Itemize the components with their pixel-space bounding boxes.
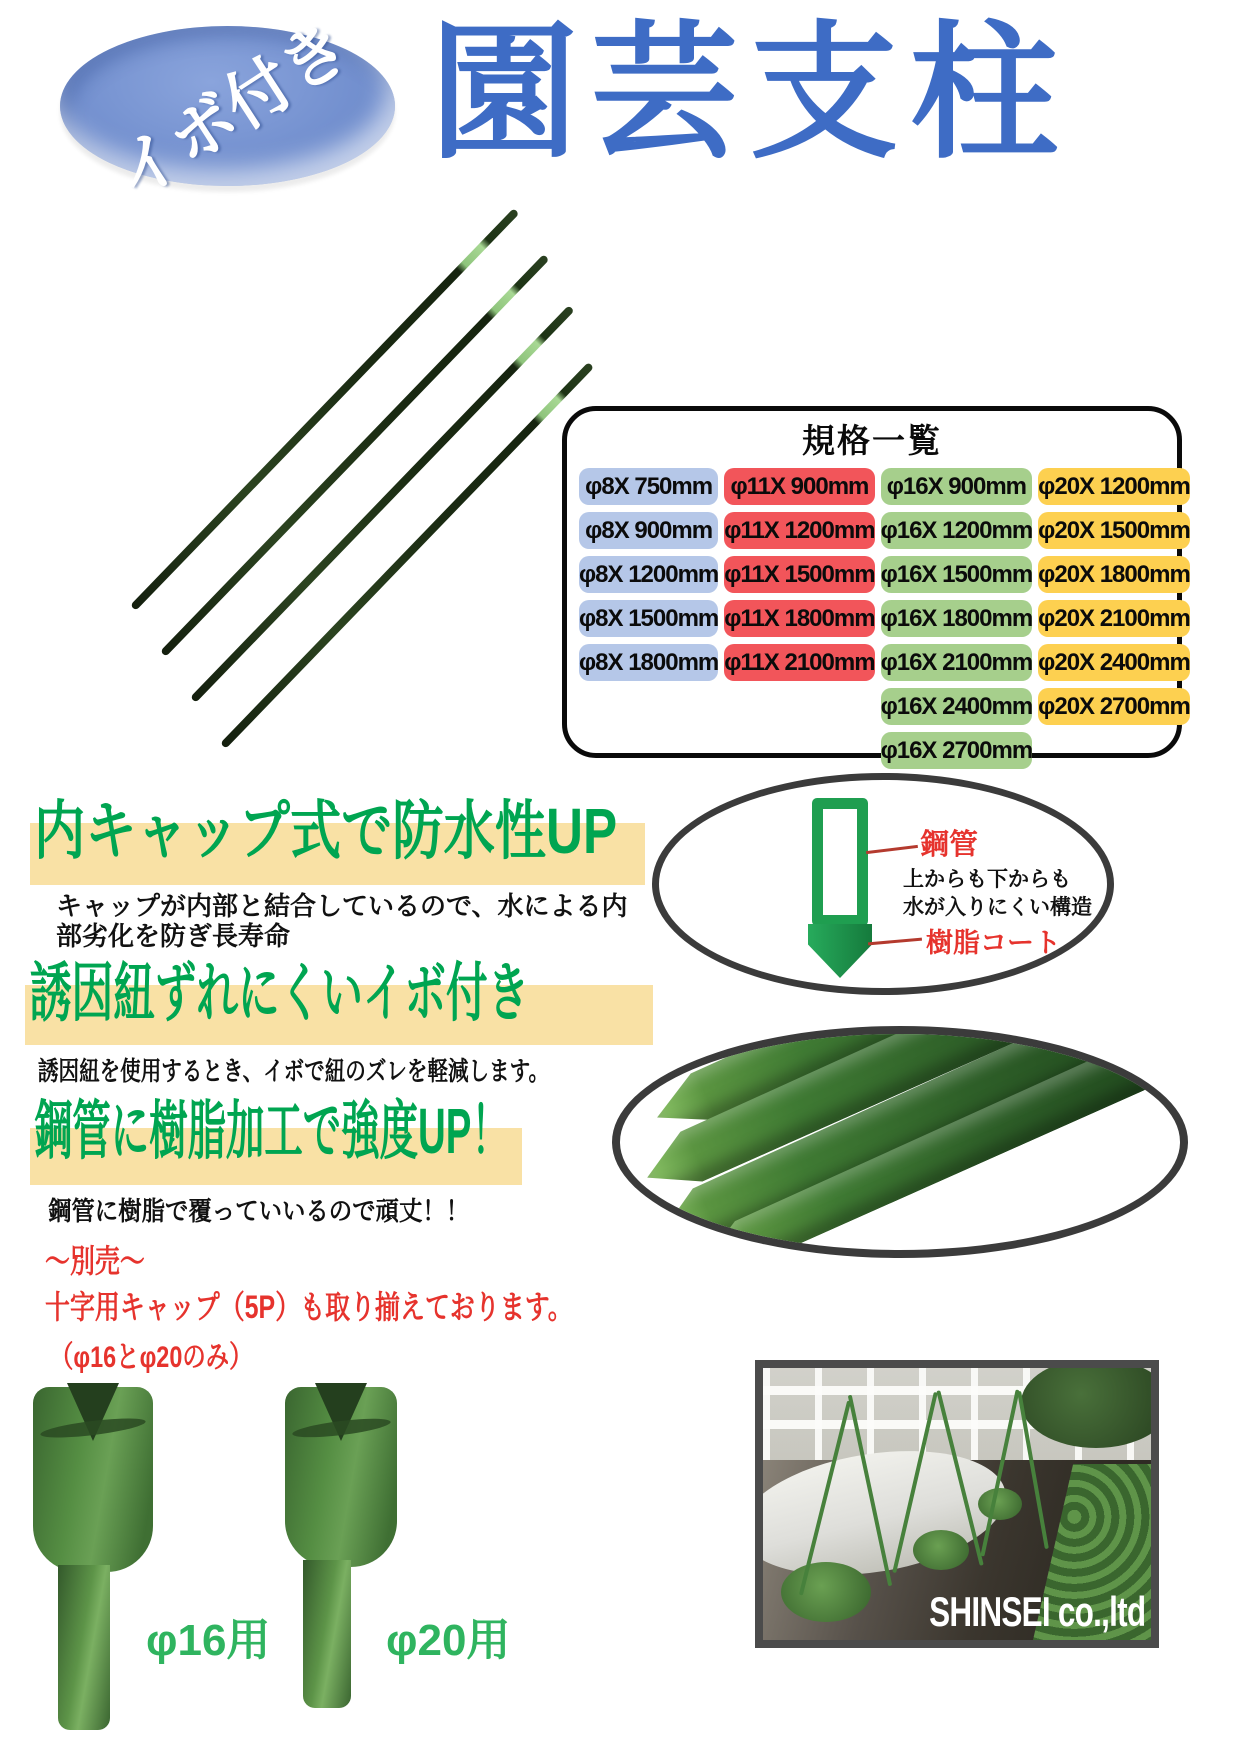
separate-sale-title: ～別売～: [45, 1243, 145, 1279]
feature-body-line: 部劣化を防ぎ長寿命: [56, 921, 291, 951]
steel-pipe-label: 鋼管: [920, 829, 979, 861]
spec-pill: φ16X 900mm: [881, 468, 1033, 505]
spec-column-phi20: [1038, 468, 1190, 776]
photo-plant-tuft: [781, 1562, 871, 1622]
feature-body-line: キャップが内部と結合しているので、水による内: [56, 891, 628, 921]
spec-pill: φ16X 1800mm: [881, 600, 1033, 637]
brand-logo-text: SHINSEI co.,ltd: [928, 1588, 1145, 1635]
separate-sale-line1: 十字用キャップ（5P）も取り揃えております。: [45, 1289, 573, 1325]
note-line: 上からも下からも: [903, 868, 1071, 891]
spec-table-title: 規格一覧: [802, 422, 942, 459]
spec-pill: φ8X 1800mm: [579, 644, 718, 681]
spec-pill: φ16X 2700mm: [881, 732, 1033, 769]
cross-cap-stem-20: [303, 1560, 351, 1708]
spec-pill: φ16X 2100mm: [881, 644, 1033, 681]
spec-pill: φ16X 1200mm: [881, 512, 1033, 549]
garden-photo: [755, 1360, 1159, 1648]
spec-pill: φ20X 2400mm: [1038, 644, 1190, 681]
spec-grid: [567, 462, 1190, 776]
badge-label: イボ付き: [99, 7, 362, 214]
spec-pill: φ11X 1800mm: [724, 600, 874, 637]
spec-pill: φ20X 2100mm: [1038, 600, 1190, 637]
feature-body-waterproof: [56, 891, 627, 951]
feature-heading-strength: 鋼管に樹脂加工で強度UP！: [34, 1095, 510, 1167]
spec-pill: φ11X 1500mm: [724, 556, 874, 593]
feature-body-ibo: 誘因紐を使用するとき、イボで紐のズレを軽減します。: [38, 1056, 550, 1086]
spec-pill: φ11X 2100mm: [724, 644, 874, 681]
spec-pill: φ11X 1200mm: [724, 512, 874, 549]
cross-cap-photo-20: [285, 1387, 397, 1567]
photo-plant-tuft: [913, 1530, 969, 1570]
resin-coat-label: 樹脂コート: [926, 928, 1061, 958]
spec-pill: φ20X 1200mm: [1038, 468, 1190, 505]
ibotsuki-badge: [60, 7, 395, 214]
feature-body-strength: 鋼管に樹脂で覆っていいるので頑丈！！: [48, 1196, 470, 1226]
spec-pill: φ16X 2400mm: [881, 688, 1033, 725]
spec-table: [562, 406, 1190, 764]
note-line: 水が入りにくい構造: [903, 896, 1092, 919]
spec-pill: φ8X 1500mm: [579, 600, 718, 637]
spec-pill: φ11X 900mm: [724, 468, 874, 505]
spec-column-phi16: [881, 468, 1033, 776]
spec-column-phi8: [579, 468, 718, 776]
spec-pill: φ20X 1500mm: [1038, 512, 1190, 549]
cap-label-20: φ20用: [386, 1616, 511, 1665]
cross-cap-photo-16: [33, 1387, 153, 1572]
spec-column-phi11: [724, 468, 874, 776]
stake-rod: [130, 208, 519, 611]
separate-sale-line2: （φ16とφ20のみ）: [50, 1341, 253, 1374]
stake-rod: [220, 362, 594, 749]
photo-plant-tuft: [978, 1488, 1022, 1520]
cross-cap-stem-16: [58, 1565, 110, 1730]
spec-pill: φ8X 900mm: [579, 512, 718, 549]
spec-pill: φ16X 1500mm: [881, 556, 1033, 593]
waterproof-structure-note: [903, 866, 1092, 922]
stake-rod: [160, 254, 549, 657]
stake-rod: [190, 305, 574, 703]
page-title: 園芸支柱: [430, 11, 1070, 176]
spec-pill: φ20X 1800mm: [1038, 556, 1190, 593]
spec-pill: φ8X 1200mm: [579, 556, 718, 593]
spec-pill: φ8X 750mm: [579, 468, 718, 505]
feature-heading-waterproof: 内キャップ式で防水性UP: [34, 795, 618, 867]
feature-heading-ibo: 誘因紐ずれにくいイボ付き: [30, 957, 530, 1029]
spec-pill: φ20X 2700mm: [1038, 688, 1190, 725]
stake-tips-photo-oval: [612, 1026, 1188, 1258]
pipe-cross-section: [812, 798, 868, 926]
cap-label-16: φ16用: [146, 1616, 271, 1665]
